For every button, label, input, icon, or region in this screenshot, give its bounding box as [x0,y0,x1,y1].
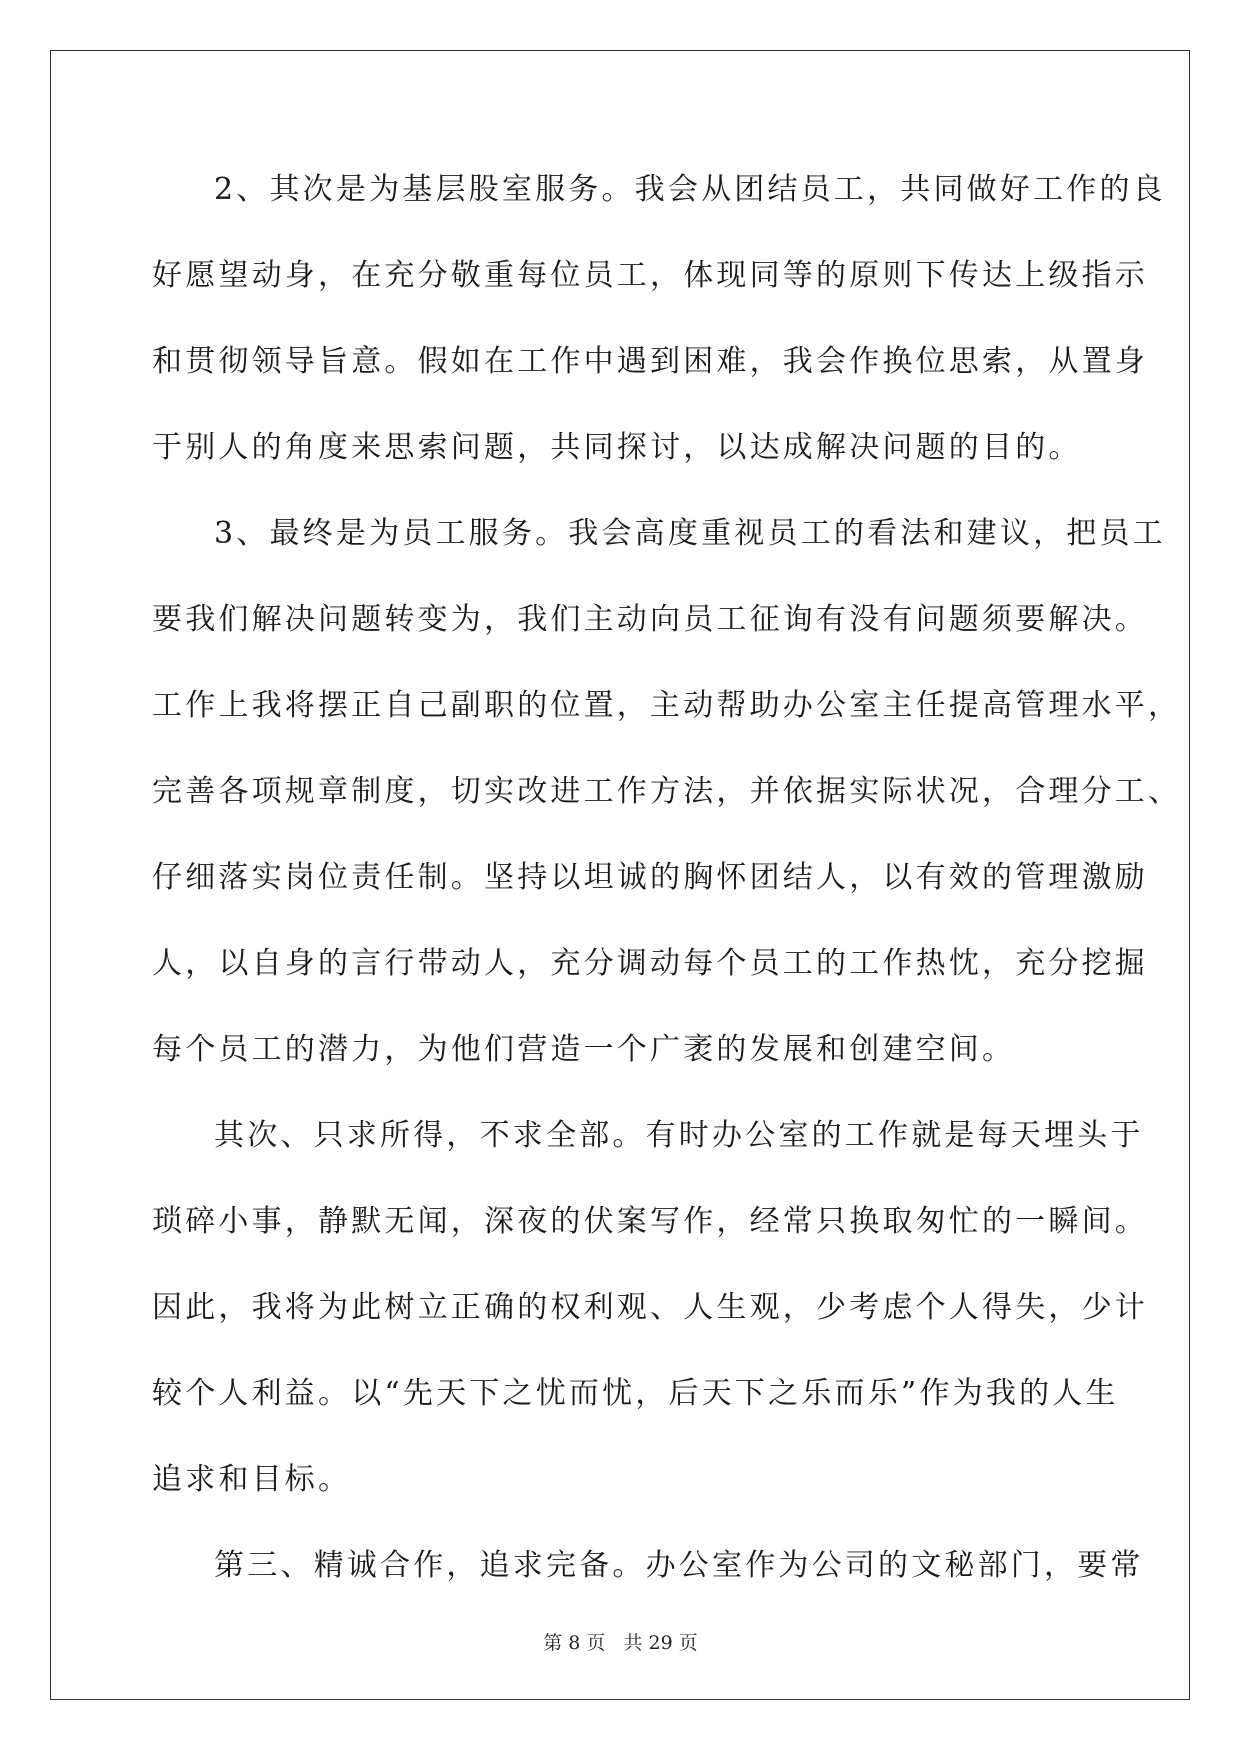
page-footer [0,1628,1241,1655]
text-line: 其次、只求所得，不求全部。有时办公室的工作就是每天埋头于 [214,1118,1144,1153]
page-total: 共 29 页 [623,1632,698,1654]
text-line: 好愿望动身，在充分敬重每位员工，体现同等的原则下传达上级指示 [152,258,1148,293]
text-line: 较个人利益。以“先天下之忧而忧，后天下之乐而乐”作为我的人生 [152,1376,1119,1411]
text-line: 工作上我将摆正自己副职的位置，主动帮助办公室主任提高管理水平， [152,688,1182,723]
text-line: 要我们解决问题转变为，我们主动向员工征询有没有问题须要解决。 [152,602,1148,637]
paragraph-1 [152,157,1166,501]
text-line: 3、最终是为员工服务。我会高度重视员工的看法和建议，把员工 [214,516,1166,551]
text-line: 和贯彻领导旨意。假如在工作中遇到困难，我会作换位思索，从置身 [152,344,1148,379]
text-line: 2、其次是为基层股室服务。我会从团结员工，共同做好工作的良 [214,172,1166,207]
text-line: 人，以自身的言行带动人，充分调动每个员工的工作热忱，充分挖掘 [152,946,1148,981]
text-line: 追求和目标。 [152,1462,352,1497]
text-line: 因此，我将为此树立正确的权利观、人生观，少考虑个人得失，少计 [152,1290,1148,1325]
text-line: 仔细落实岗位责任制。坚持以坦诚的胸怀团结人，以有效的管理激励 [152,860,1148,895]
text-line: 完善各项规章制度，切实改进工作方法，并依据实际状况，合理分工、 [152,774,1182,809]
document-body [152,157,1182,1619]
paragraph-3 [152,1103,1148,1533]
text-line: 琐碎小事，静默无闻，深夜的伏案写作，经常只换取匆忙的一瞬间。 [152,1204,1148,1239]
paragraph-2 [152,501,1182,1103]
paragraph-4 [152,1533,1144,1619]
page-number: 第 8 页 [543,1632,606,1654]
text-line: 于别人的角度来思索问题，共同探讨，以达成解决问题的目的。 [152,430,1082,465]
text-line: 第三、精诚合作，追求完备。办公室作为公司的文秘部门，要常 [214,1548,1144,1583]
text-line: 每个员工的潜力，为他们营造一个广袤的发展和创建空间。 [152,1032,1016,1067]
